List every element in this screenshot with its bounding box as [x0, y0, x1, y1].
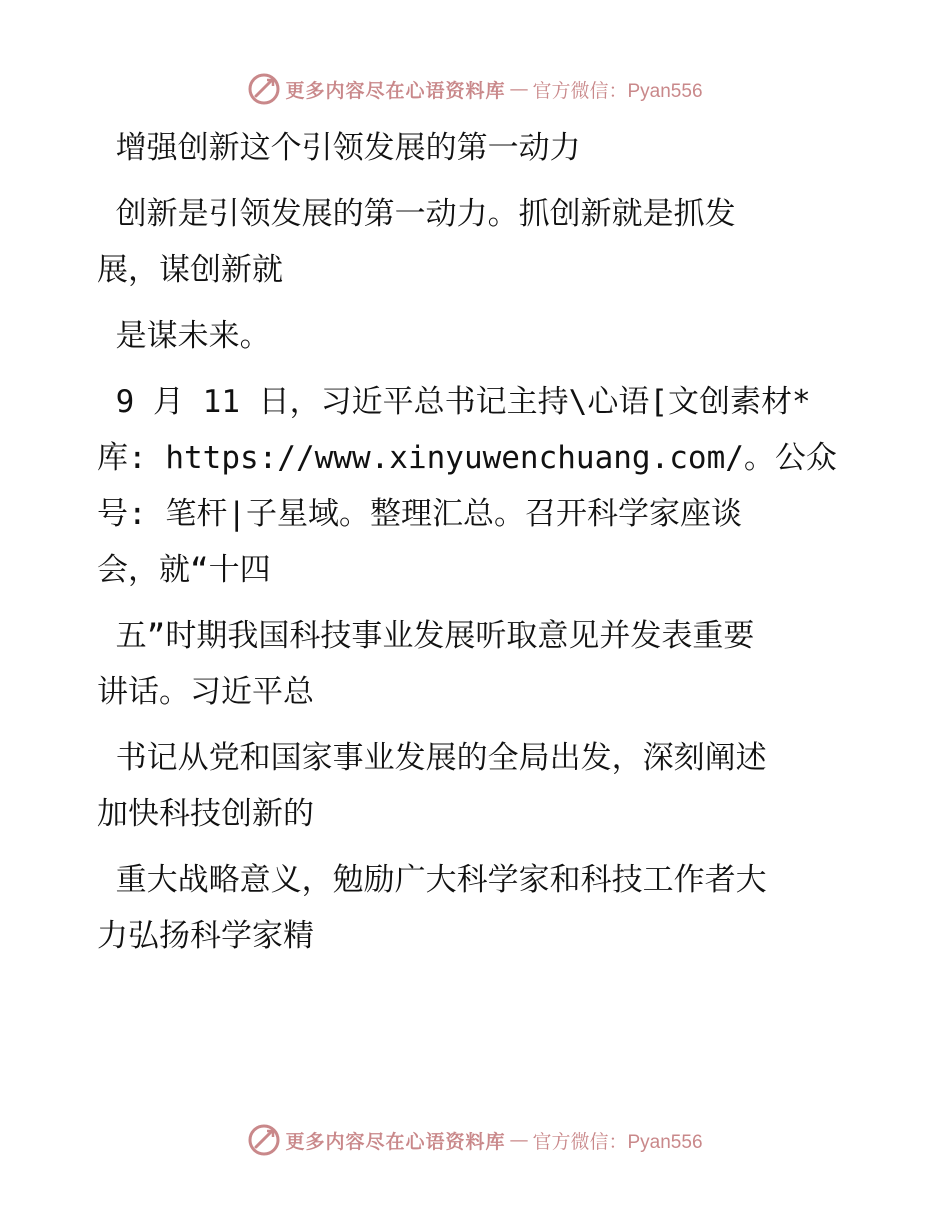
footer-brand-text: 更多内容尽在心语资料库: [285, 1130, 506, 1153]
header-watermark: [0, 72, 950, 106]
body-line: 展，谋创新就: [97, 252, 283, 288]
header-brand-text: 更多内容尽在心语资料库: [285, 79, 506, 102]
body-line: 创新是引领发展的第一动力。抓创新就是抓发: [97, 196, 736, 232]
header-separator: —: [509, 78, 529, 100]
body-line: 加快科技创新的: [97, 796, 314, 832]
document-body: [97, 120, 857, 964]
footer-separator: —: [509, 1129, 529, 1151]
body-line: 9 月 11 日，习近平总书记主持\心语[文创素材*: [97, 384, 811, 420]
body-line: 重大战略意义，勉励广大科学家和科技工作者大: [97, 862, 767, 898]
body-line: 力弘扬科学家精: [97, 918, 314, 954]
body-line: 讲话。习近平总: [97, 674, 314, 710]
body-line: 号: 笔杆|子星域。整理汇总。召开科学家座谈: [97, 496, 742, 532]
brand-logo-icon: [247, 72, 281, 106]
body-line: 书记从党和国家事业发展的全局出发，深刻阐述: [97, 740, 767, 776]
body-line: 增强创新这个引领发展的第一动力: [97, 130, 581, 166]
footer-watermark: [0, 1123, 950, 1157]
body-line: 库: https://www.xinyuwenchuang.com/。公众: [97, 440, 837, 476]
body-line: 会，就“十四: [97, 552, 271, 588]
footer-wechat-text: 官方微信：Pyan556: [532, 1131, 703, 1153]
body-line: 五”时期我国科技事业发展听取意见并发表重要: [97, 618, 755, 654]
header-wechat-text: 官方微信：Pyan556: [532, 80, 703, 102]
body-line: 是谋未来。: [97, 318, 271, 354]
brand-logo-icon: [247, 1123, 281, 1157]
